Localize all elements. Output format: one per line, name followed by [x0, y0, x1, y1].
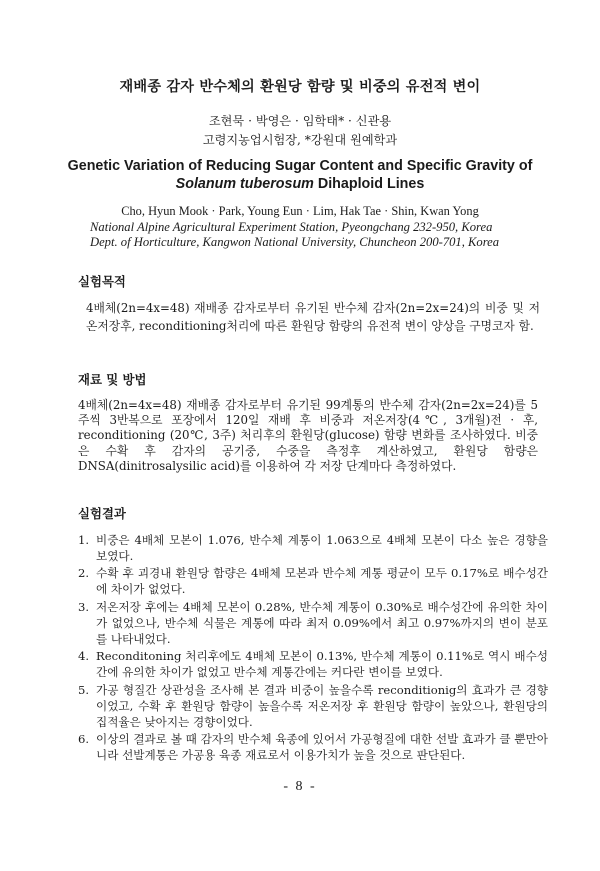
list-item	[78, 532, 548, 564]
english-authors: Cho, Hyun Mook · Park, Young Eun · Lim, Hak Tae · Shin, Kwan Yong	[121, 204, 479, 218]
results-heading: 실험결과	[78, 506, 126, 521]
methods-heading: 재료 및 방법	[78, 372, 147, 387]
list-item-number: 3.	[78, 599, 90, 614]
list-item-text: 비중은 4배체 모본이 1.076, 반수체 계통이 1.063으로 4배체 모본이 다소 높은 경향을 보였다.	[96, 533, 548, 564]
korean-authors: 조현묵 · 박영은 · 임학태* · 신관용	[208, 114, 392, 128]
list-item-number: 4.	[78, 649, 90, 664]
english-title-line1: Genetic Variation of Reducing Sugar Content and Specific Gravity of	[67, 158, 533, 174]
list-item-number: 2.	[78, 566, 90, 581]
list-item-text: 저온저장 후에는 4배체 모본이 0.28%, 반수체 계통이 0.30%로 배수성간에 유의한 차이가 없었으나, 반수체 식물은 계통에 따라 최저 0.09%에서 최고 0.97%까지의 변이 분포를 나타내었다.	[96, 599, 548, 646]
english-affiliation-2: Dept. of Horticulture, Kangwon National University, Chuncheon 200-701, Korea	[90, 235, 500, 249]
list-item	[78, 682, 548, 730]
list-item-text: Reconditoning 처리후에도 4배체 모본이 0.13%, 반수체 계통이 0.11%로 역시 배수성간에 유의한 차이가 없었고 반수체 계통간에는 커다란 변이를 보였다.	[96, 649, 548, 680]
korean-affiliation: 고령지농업시험장, *강원대 원예학과	[202, 133, 398, 147]
results-list	[78, 532, 548, 764]
list-item	[78, 731, 548, 763]
list-item-number: 5.	[78, 682, 90, 697]
english-title-species: Solanum tuberosum	[175, 176, 314, 192]
list-item-text: 수확 후 괴경내 환원당 함량은 4배체 모본과 반수체 계통 평균이 모두 0.17%로 배수성간에 차이가 없었다.	[96, 566, 548, 597]
list-item	[78, 648, 548, 680]
objective-heading: 실험목적	[78, 274, 126, 289]
list-item-number: 1.	[78, 533, 90, 547]
english-title-line2	[0, 176, 600, 192]
list-item-text: 가공 형질간 상관성을 조사해 본 결과 비중이 높을수록 reconditionig의 효과가 큰 경향이었고, 수확 후 환원당 함량이 높을수록 저온저장 후 환원당 함량이 높았으나, 환원당의 집적율은 낮아지는 경향이었다.	[96, 682, 548, 729]
methods-paragraph: 4배체(2n=4x=48) 재배종 감자로부터 유기된 99계통의 반수체 감자(2n=2x=24)를 5주씩 3반복으로 포장에서 120일 재배 후 비중과 저온저장(4℃, 3개월)전 · 후, reconditioning (20℃, 3주) 처리후의 환원당(glucose) 함량 변화를 조사하였다. 비중은 수확 후 감자의 공기중, 수중을 측정후 계산하였고, 환원당 함량은 DNSA(dinitrosalysilic acid)를 이용하여 각 저장 단계마다 측정하였다.	[78, 398, 538, 473]
list-item-text: 이상의 결과로 볼 때 감자의 반수체 육종에 있어서 가공형질에 대한 선발 효과가 클 뿐만아니라 선발계통은 가공용 육종 재료로서 이용가치가 높을 것으로 판단된다.	[96, 732, 548, 763]
korean-title: 재배종 감자 반수체의 환원당 함량 및 비중의 유전적 변이	[119, 79, 481, 95]
list-item-number: 6.	[78, 732, 90, 747]
english-affiliation-1: National Alpine Agricultural Experiment Station, Pyeongchang 232-950, Korea	[90, 220, 493, 234]
list-item	[78, 565, 548, 597]
list-item	[78, 599, 548, 647]
page-number: - 8 -	[283, 779, 317, 794]
objective-paragraph: 4배체(2n=4x=48) 재배종 감자로부터 유기된 반수체 감자(2n=2x=24)의 비중 및 저온저장후, reconditioning처리에 따른 환원당 함량의 유전적 변이 양상을 구명코자 함.	[86, 301, 540, 333]
english-title-rest: Dihaploid Lines	[313, 176, 425, 192]
